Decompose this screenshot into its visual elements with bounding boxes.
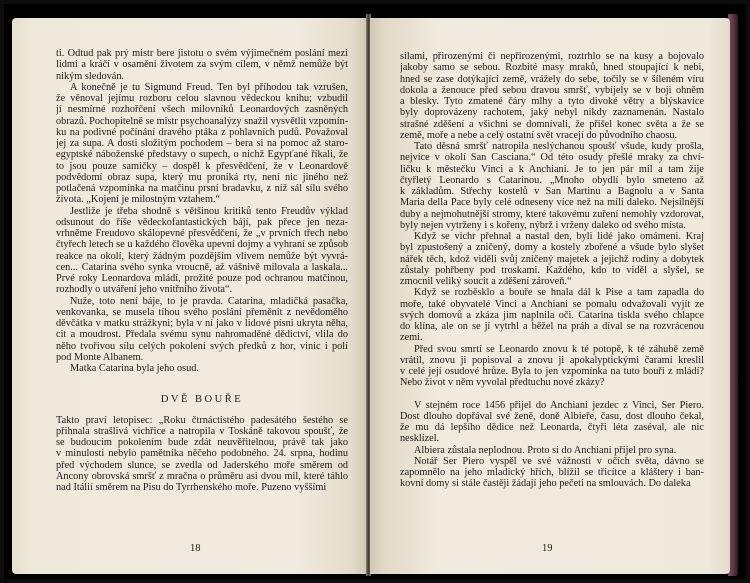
text-line: byly nejen vytrženy i s kořeny, nýbrž i vrženy daleko od svého místa. [400, 219, 686, 231]
text-line: Před svou smrtí se Leonardo znovu k té potopě, k té záhubě země [414, 343, 704, 355]
paragraph [400, 141, 704, 231]
text-line: vrhněme Freudovo skálopevné přesvědčení, že „v prvních třech nebo [56, 228, 348, 239]
paragraph [56, 363, 348, 374]
paragraph [400, 51, 704, 141]
text-line: cen... Catarina svého synka vroucně, až vášnivě milovala a laskala... [56, 261, 348, 273]
text-line: Nuže, toto není báje, to je pravda. Catarina, mladičká pasačka, [70, 295, 348, 307]
text-line: do klína, ale on se jí vytrhl a běžel na práh a díval se na rozvrácenou [400, 321, 704, 332]
paragraph [400, 456, 704, 490]
text-line: venkovanka, se musela tíhou svého poslání přeměnit z nevědoměho [56, 306, 348, 318]
text-line: Ancony obrovská smršť z mračna o průměru asi dvou mil, které táhlo [56, 470, 348, 482]
text-line: potlačená vzpomínka na matčinu prsní bradavku, z níž sál sílu svého [56, 183, 348, 194]
text-line: byly doprovázeny rachotem, jaký nebyl nikdy zaznamenán. Nastalo [400, 107, 704, 119]
text-line: děvčátka v matku strážkyni; byla v ní jako v lidové písni ukryta něha, [56, 318, 348, 329]
section-gap [400, 389, 704, 400]
chapter-heading: DVĚ BOUŘE [160, 394, 244, 406]
text-line: vrátil, znovu ji popisoval a znovu ji apokalyptickými čarami kreslil [400, 354, 704, 366]
paragraph [400, 231, 704, 287]
text-line: nesklízel. [400, 433, 440, 445]
text-line: Nebo život v něm vyvolal předtuchu nové zkázy? [400, 377, 605, 389]
text-line: se budoucím pokolením bude zdát neuvěřitelnou, právě tak jako [56, 437, 348, 448]
text-line: zemi. [400, 332, 423, 344]
text-line: egyptské náboženské představy o supech, o nichž Egypťané říkali, že [56, 149, 348, 161]
text-line: A konečně je tu Sigmund Freud. Ten byl příhodou tak vzrušen, [70, 81, 348, 93]
text-line: byl zpustošený a zničený, domy a kostely zbořené a všude bylo slyšet [400, 242, 704, 254]
text-line: ku na podivné počínání dravého ptáka z pohlavních pudů. Považoval [56, 126, 348, 138]
text-line: nad Itálií směrem na Pisu do Tyrrhenského moře. Puzeno vyššími [56, 482, 327, 493]
text-line: svých domovů a zkáza jim naplnila oči. Catarina tiskla svého chlapce [400, 309, 704, 321]
page-number-left: 18 [190, 543, 201, 554]
paragraph [400, 287, 704, 343]
text-line: Takto praví letopisec: „Roku čtrnáctistého padesátého šestého se [56, 414, 348, 426]
text-line: strašné zděšení a všichni se domnívali, že přišel konec světa a že se [400, 118, 704, 130]
text-line: v minulosti nebylo pamětníka něčeho podobného. 24. srpna, hodinu [56, 448, 348, 460]
left-page-text [56, 48, 348, 493]
text-line: Jestliže je třeba shodně s většinou kritiků tento Freudův výklad [70, 205, 348, 217]
text-line: jakoby samo se sebou. Rozbité masy mraků, hned stoupající k nebi, [400, 62, 704, 74]
right-page [370, 18, 730, 574]
text-line: zůstaly pohřbeny pod troskami. Každého, kdo to viděl a slyšel, se [400, 264, 704, 276]
text-line: jí nesmírné rozhořčení všech milovníků Leonardových zasněných [56, 104, 348, 116]
text-line: Albiera zůstala neplodnou. Proto si do Anchiani přijel pro syna. [414, 444, 677, 456]
paragraph [56, 296, 348, 364]
text-line: života. „Kojení je milostným vztahem.“ [56, 194, 221, 206]
paragraph [56, 415, 348, 494]
left-page [12, 18, 367, 574]
left-text-before-heading [56, 48, 348, 374]
text-line: to jsou pouze samičky – dospěl k přesvědčení, že v Leonardově [56, 160, 348, 172]
text-line: před východem slunce, se zvedla od Jaderského moře směrem od [56, 459, 348, 471]
text-line: Maria della Pace byly celé odneseny více než na míli daleko. Nejsilnější [400, 197, 704, 209]
text-line: moře, také obyvatelé Vinci a Anchiani se pomalu odvažovali vyjít ze [400, 298, 704, 310]
paragraph [56, 82, 348, 206]
text-line: ličku k městečku Vinci a k Anchiani. Je to jen pár mil a tam žije [400, 163, 704, 175]
text-line: něho tvořivou sílu celých pokolení svých předků z hor, vinic i polí [56, 340, 348, 352]
left-text-after-heading [56, 415, 348, 494]
right-page-text [400, 51, 704, 490]
text-line: odsunout do říše vědeckofantastických bájí, pak přece jen neza- [56, 216, 348, 228]
text-line: silami, přirozenými či nepřirozenými, roztrhlo se na kusy a bojovalo [400, 51, 704, 62]
right-text-lower [400, 400, 704, 490]
text-line: Prvé roky Leonardova mládí, prožité pouze pod ochranou matčinou, [56, 273, 348, 284]
text-line: že mu dá lepšího dědice než Leonarda, čtyři léta zaséval, ale nic [400, 422, 704, 433]
text-line: Dost dlouho dopřával své ženě, doně Albieře, času, dost dlouho čekal, [400, 410, 704, 422]
text-line: Matka Catarina byla jeho osud. [70, 363, 199, 374]
text-line: Když se vichr přehnal a nastal den, byli lidé jako omámeni. Kraj [414, 231, 704, 242]
text-line: čtyřech letech se u každého člověka upevní dojmy a vyhraní se způsob [56, 239, 348, 251]
text-line: a blesky. Tyto zmatené čáry mlhy a tyto divoké větry a blýskavice [400, 96, 704, 107]
paragraph [56, 206, 348, 296]
text-line: jej za supa. A dosti složitým pochodem – bera si na pomoc až staro- [56, 138, 348, 149]
text-line: ti. Odtud pak prý mistr bere jistotu o svém výjimečném poslání mezi [56, 48, 348, 59]
text-line: nářek těch, kdož viděli svůj zničený majetek a jejichž rodiny a dobytek [400, 253, 704, 265]
text-line: čtyřletý Leonardo s Catarinou. „Mnoho obydlí bylo smeteno až [400, 174, 704, 186]
text-line: v celé její osudové hrůze. Byla to jen vzpomínka na tuto bouři z mládí? [400, 366, 704, 377]
paragraph [56, 48, 348, 82]
text-line: dokola a ženouce před sebou dravou smršť, vybíjely se v boji ohněm [400, 84, 704, 96]
text-line: že věnoval jejímu rozboru celou slavnou vědeckou knihu; vzbudil [56, 93, 348, 104]
text-line: rozhodly o utváření jeho vnitřního života“. [56, 284, 233, 296]
paragraph [400, 400, 704, 445]
text-line: k základům. Střechy kostelů v San Martinu a Bagnolu a v Santa [400, 186, 704, 197]
text-line: hned se zase dotýkající země, vrážely do sebe, točily se v šíleném víru [400, 73, 704, 85]
text-line: nikým sledován. [56, 70, 125, 82]
text-line: V stejném roce 1456 přijel do Anchiani jezdec z Vinci, Ser Piero. [414, 399, 704, 411]
text-line: zapomnělo na jeho mladický hřích, blížil se třicítce a kláštery i ban- [400, 467, 704, 478]
page-number-right: 19 [542, 543, 553, 554]
text-line: cit a moudrost. Předala svému synu nahromaděné dědictví, vlila do [56, 329, 348, 341]
paragraph [400, 445, 704, 456]
text-line: Tato děsná smršť natropila neslýchanou spoušť všude, kudy prošla, [414, 141, 704, 152]
text-line: nejvíce v okolí San Casciana.“ Od této osudy přešlé mraky za chví- [400, 152, 704, 164]
text-line: Když se rozběsklo a bouře se hnala dál k Pise a tam zapadla do [414, 287, 704, 299]
text-line: duby a nejmohutnější stromy, které takovému zuření nemohly vzdorovat, [400, 208, 704, 220]
text-line: země, moře a nebe a celý ostatní svět vracejí do původního chaosu. [400, 129, 678, 141]
text-line: podvědomí obraz supa, který mu proniká rty, není nic jiného než [56, 171, 348, 183]
text-line: lidmi a kráčí v osamění životem za svým cílem, v němž nemůže být [56, 59, 348, 71]
right-text-upper [400, 51, 704, 389]
text-line: přihnala strašlivá vichřice a natropila v Toskáně takovou spoušť, že [56, 425, 348, 437]
text-line: pod Monte Albanem. [56, 351, 144, 363]
text-line: zmocnil veliký soucit a zděšení zároveň.“ [400, 276, 572, 287]
text-line: reakce na okolí, který žádným pozdějším vlivem nemůže být vyvrá- [56, 250, 348, 262]
paragraph [400, 344, 704, 389]
text-line: obrazů. Pochopitelně se mistr psychoanalýzy snažil vysvětlit vzpomín- [56, 115, 348, 127]
text-line: Notář Ser Piero vyspěl ve své vážnosti v očích světa, dávno se [414, 455, 704, 467]
text-line: kovní domy si stále častěji žádají jeho pečeti na smlouvách. Do daleka [400, 478, 691, 490]
